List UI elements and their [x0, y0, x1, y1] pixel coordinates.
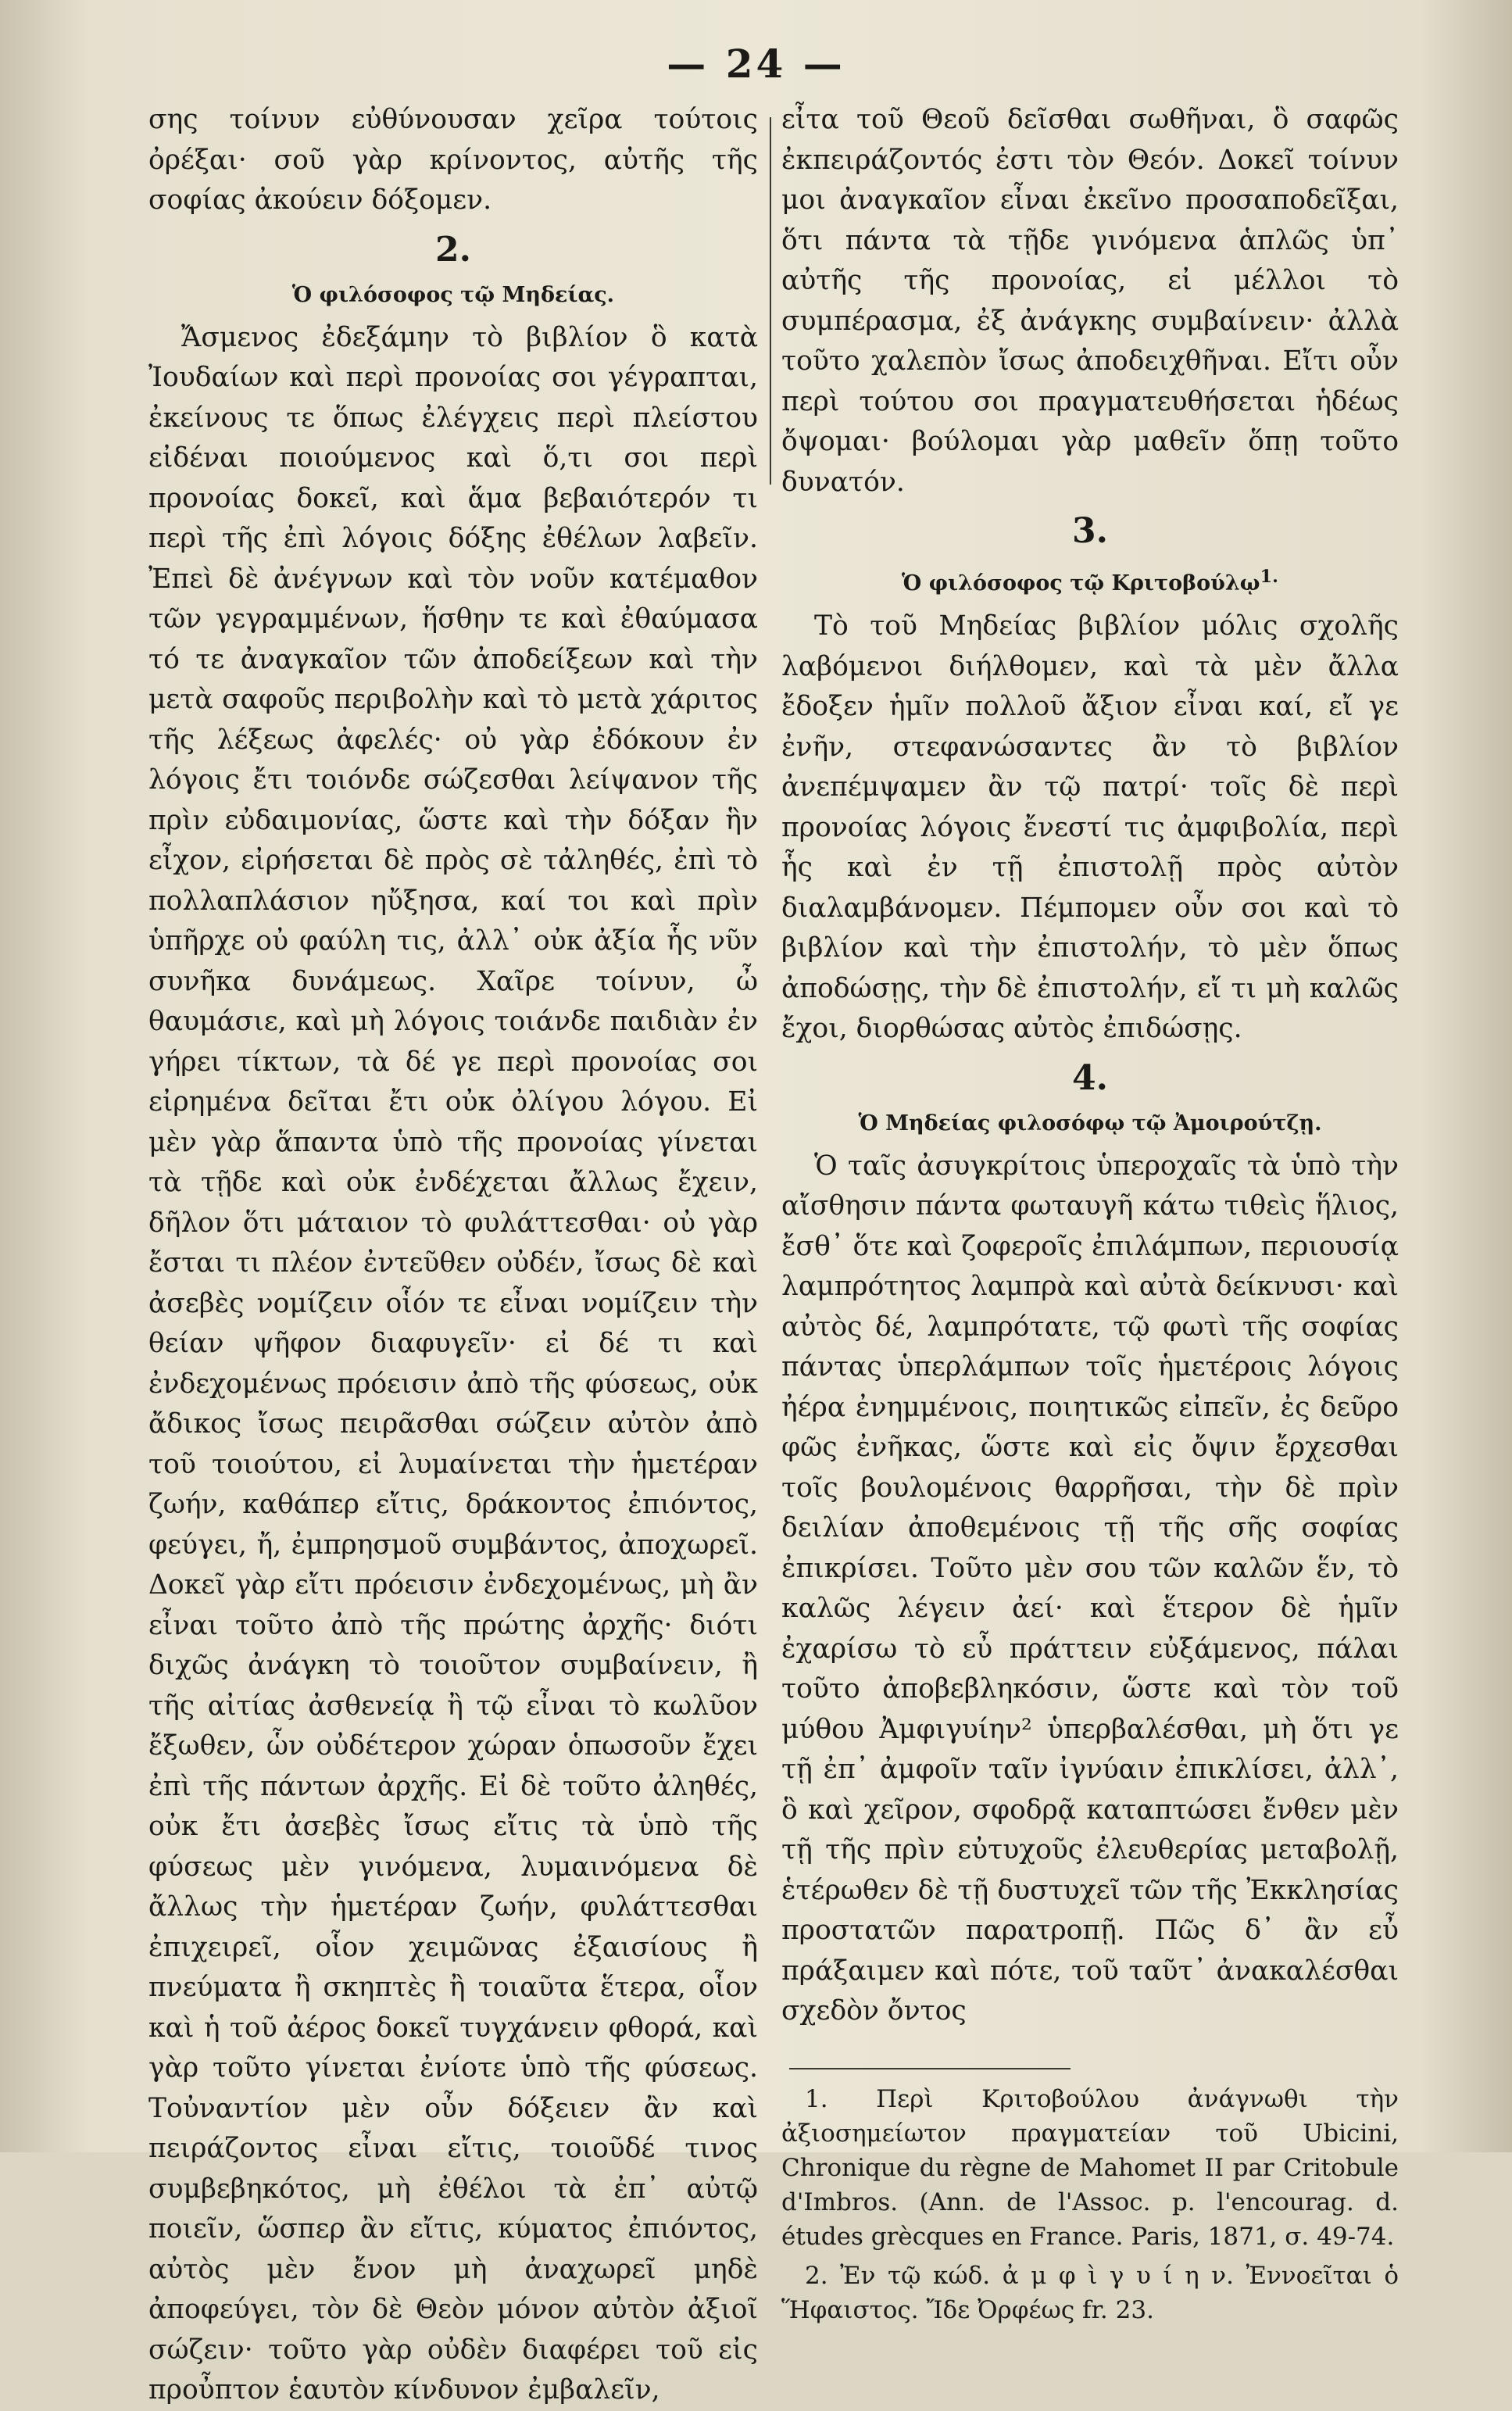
footnote-rule — [789, 2068, 1071, 2069]
section-4-body: Ὁ ταῖς ἀσυγκρίτοις ὑπεροχαῖς τὰ ὑπὸ τὴν αἴσθησιν πάντα φωταυγῆ κάτω τιθεὶς ἥλιος, ἔσθ᾽ ὅτε καὶ ζοφεροῖς ἐπιλάμπων, περιουσίᾳ λαμπρότητος λαμπρὰ καὶ αὐτὰ δείκνυσι· καὶ αὐτὸς δέ, λαμπρότατε, τῷ φωτὶ τῆς σοφίας πάντας ὑπερλάμπων τοῖς ἡμετέροις λόγοις ἠέρα ἐνημμένοις, ποιητικῶς εἰπεῖν, ἐς δεῦρο φῶς ἐνῆκας, ὥστε καὶ εἰς ὄψιν ἔρχεσθαι τοῖς βουλομένοις θαρρῆσαι, τὴν δὲ πρὶν δειλίαν ἀποθεμένοις τῇ τῆς σῆς σοφίας ἐπικρίσει. Τοῦτο μὲν σου τῶν καλῶν ἕν, τὸ καλῶς λέγειν ἀεί· καὶ ἕτερον δὲ ἡμῖν ἐχαρίσω τὸ εὖ πράττειν εὐξάμενος, πάλαι τοῦτο ἀποβεβληκόσιν, ὥστε καὶ τὸν τοῦ μύθου Ἀμφιγυίην² ὑπερβαλέσθαι, μὴ ὅτι γε τῇ ἐπ᾽ ἀμφοῖν ταῖν ἰγνύαιν ἐπικλίσει, ἀλλ᾽, ὃ καὶ χεῖρον, σφοδρᾷ καταπτώσει ἔνθεν μὲν τῇ τῆς πρὶν εὐτυχοῦς ἐλευθερίας μεταβολῇ, ἑτέρωθεν δὲ τῇ δυστυχεῖ τῶν τῆς Ἐκκλησίας προστατῶν παρατροπῇ. Πῶς δ᾽ ἂν εὖ πράξαιμεν καὶ πότε, τοῦ ταῦτ᾽ ἀνακαλέσθαι σχεδὸν ὄντος — [781, 1150, 1399, 2026]
section-3-heading: Ὁ φιλόσοφος τῷ Κριτοβούλῳ — [901, 571, 1260, 596]
footnote-1: 1. Περὶ Κριτοβούλου ἀνάγνωθι τὴν ἀξιοσημείωτον πραγματείαν τοῦ Ubicini, Chronique du règne de Mahomet II par Critobule d'Imbros. (Ann. de l'Assoc. p. l'encourag. d. études grècques en France. Paris, 1871, σ. 49-74. — [781, 2084, 1399, 2251]
section-2-number: 2. — [435, 229, 471, 270]
section-3-body: Τὸ τοῦ Μηδείας βιβλίον μόλις σχολῆς λαβόμενοι διήλθομεν, καὶ τὰ μὲν ἄλλα ἔδοξεν ἡμῖν πολλοῦ ἄξιον εἶναι καί, εἴ γε ἐνῆν, στεφανώσαντες ἂν τὸ βιβλίον ἀνεπέμψαμεν ἂν τῷ πατρί· τοῖς δὲ περὶ προνοίας λόγοις ἔνεστί τις ἀμφιβολία, περὶ ἧς καὶ ἐν τῇ ἐπιστολῇ πρὸς αὐτὸν διαλαμβάνομεν. Πέμπομεν οὖν σοι καὶ τὸ βιβλίον καὶ τὴν ἐπιστολήν, τὸ μὲν ὅπως ἀποδώσῃς, τὴν δὲ ἐπιστολήν, εἴ τι μὴ καλῶς ἔχοι, διορθώσας αὐτὸς ἐπιδώσῃς. — [781, 610, 1399, 1044]
footnotes — [781, 2082, 1399, 2327]
continuation-paragraph: εἶτα τοῦ Θεοῦ δεῖσθαι σωθῆναι, ὃ σαφῶς ἐκπειράζοντός ἐστι τὸν Θεόν. Δοκεῖ τοίνυν μοι ἀναγκαῖον εἶναι ἐκεῖνο προσαποδεῖξαι, ὅτι πάντα τὰ τῇδε γινόμενα ἁπλῶς ὑπ᾽ αὐτῆς τῆς προνοίας, εἰ μέλλοι τὸ συμπέρασμα, ἐξ ἀνάγκης συμβαίνειν· ἀλλὰ τοῦτο χαλεπὸν ἴσως ἀποδειχθῆναι. Εἴτι οὖν περὶ τούτου σοι πραγματευθήσεται ἡδέως ὄψομαι· βούλομαι γὰρ μαθεῖν ὅπῃ τοῦτο δυνατόν. — [781, 104, 1399, 498]
section-2-heading: Ὁ φιλόσοφος τῷ Μηδείας. — [291, 282, 615, 307]
section-4-heading: Ὁ Μηδείας φιλοσόφῳ τῷ Ἀμοιρούτζῃ. — [858, 1111, 1322, 1136]
section-3-number: 3. — [1072, 511, 1108, 551]
page-number: — 24 — — [667, 41, 845, 87]
left-column — [148, 100, 758, 2411]
section-3-heading-line — [781, 557, 1399, 603]
intro-paragraph: σης τοίνυν εὐθύνουσαν χεῖρα τούτοις ὀρέξαι· σοῦ γὰρ κρίνοντος, αὐτῆς τῆς σοφίας ἀκούειν δόξομεν. — [148, 104, 758, 216]
section-4-number: 4. — [1072, 1057, 1108, 1098]
right-column — [781, 100, 1399, 2327]
footnote-2: 2. Ἐν τῷ κώδ. ἀ μ φ ὶ γ υ ί η ν. Ἐννοεῖται ὁ Ἥφαιστος. Ἴδε Ὀρφέως fr. 23. — [781, 2261, 1399, 2324]
column-divider — [770, 117, 771, 485]
section-2-body: Ἄσμενος ἐδεξάμην τὸ βιβλίον ὃ κατὰ Ἰουδαίων καὶ περὶ προνοίας σοι γέγραπται, ἐκείνους τε ὅπως ἐλέγχεις περὶ πλείστου εἰδέναι ποιούμενος καὶ ὅ,τι σοι περὶ προνοίας δοκεῖ, καὶ ἅμα βεβαιότερόν τι περὶ τῆς ἐπὶ λόγοις δόξης ἐθέλων λαβεῖν. Ἐπεὶ δὲ ἀνέγνων καὶ τὸν νοῦν κατέμαθον τῶν γεγραμμένων, ἥσθην τε καὶ ἐθαύμασα τό τε ἀναγκαῖον τῶν ἀποδείξεων καὶ τὴν μετὰ σαφοῦς περιβολὴν καὶ τὸ μετὰ χάριτος τῆς λέξεως ἀφελές· οὐ γὰρ ἐδόκουν ἐν λόγοις ἔτι τοιόνδε σώζεσθαι λείψανον τῆς πρὶν εὐδαιμονίας, ὥστε καὶ τὴν δόξαν ἣν εἶχον, εἰρήσεται δὲ πρὸς σὲ τἀληθές, ἐπὶ τὸ πολλαπλάσιον ηὔξησα, καί τοι καὶ πρὶν ὑπῆρχε οὐ φαύλη τις, ἀλλ᾽ οὐκ ἀξία ἧς νῦν συνῆκα δυνάμεως. Χαῖρε τοίνυν, ὦ θαυμάσιε, καὶ μὴ λόγοις τοιάνδε παιδιὰν ἐν γήρει τίκτων, τὰ δέ γε περὶ προνοίας σοι εἰρημένα δεῖται ἔτι οὐκ ὀλίγου λόγου. Εἰ μὲν γὰρ ἅπαντα ὑπὸ τῆς προνοίας γίνεται τὰ τῇδε καὶ οὐκ ἐνδέχεται ἄλλως ἔχειν, δῆλον ὅτι μάταιον τὸ φυλάττεσθαι· οὐ γὰρ ἔσται τι πλέον ἐντεῦθεν οὐδέν, ἴσως δὲ καὶ ἀσεβὲς νομίζειν οἷόν τε εἶναι νομίζειν τὴν θείαν ψῆφον διαφυγεῖν· εἰ δέ τι καὶ ἐνδεχομένως πρόεισιν ἀπὸ τῆς φύσεως, οὐκ ἄδικος ἴσως πειρᾶσθαι σώζειν αὐτὸν ἀπὸ τοῦ τοιούτου, εἰ λυμαίνεται τὴν ἡμετέραν ζωήν, καθάπερ εἴτις, δράκοντος ἐπιόντος, φεύγει, ἤ, ἐμπρησμοῦ συμβάντος, ἀποχωρεῖ. Δοκεῖ γὰρ εἴτι πρόεισιν ἐνδεχομένως, μὴ ἂν εἶναι τοῦτο ἀπὸ τῆς πρώτης ἀρχῆς· διότι διχῶς ἀνάγκη τὸ τοιοῦτον συμβαίνειν, ἢ τῆς αἰτίας ἀσθενείᾳ ἢ τῷ εἶναι τὸ κωλῦον ἔξωθεν, ὧν οὐδέτερον χώραν ὁπωσοῦν ἔχει ἐπὶ τῆς πάντων ἀρχῆς. Εἰ δὲ τοῦτο ἀληθές, οὐκ ἔτι ἀσεβὲς ἴσως εἴτις τὰ ὑπὸ τῆς φύσεως μὲν γινόμενα, λυμαινόμενα δὲ ἄλλως τὴν ἡμετέραν ζωήν, φυλάττεσθαι ἐπιχειρεῖ, οἷον χειμῶνας ἐξαισίους ἢ πνεύματα ἢ σκηπτὲς ἢ τοιαῦτα ἕτερα, οἷον καὶ ἡ τοῦ ἀέρος δοκεῖ τυγχάνειν φθορά, καὶ γὰρ τοῦτο γίνεται ἐνίοτε ὑπὸ τῆς φύσεως. Τοὐναντίον μὲν οὖν δόξειεν ἂν καὶ πειράζοντος εἶναι εἴτις, τοιοῦδέ τινος συμβεβηκότος, μὴ ἐθέλοι τὰ ἐπ᾽ αὐτῷ ποιεῖν, ὥσπερ ἂν εἴτις, κύματος ἐπιόντος, αὐτὸς μὲν ἔνον μὴ ἀναχωρεῖ μηδὲ ἀποφεύγει, τὸν δὲ Θεὸν μόνον αὐτὸν ἀξιοῖ σώζειν· τοῦτο γὰρ οὐδὲν διαφέρει τοῦ εἰς προὖπτον ἑαυτὸν κίνδυνον ἐμβαλεῖν, — [148, 321, 758, 2406]
footnote-ref-1: 1. — [1260, 567, 1278, 587]
